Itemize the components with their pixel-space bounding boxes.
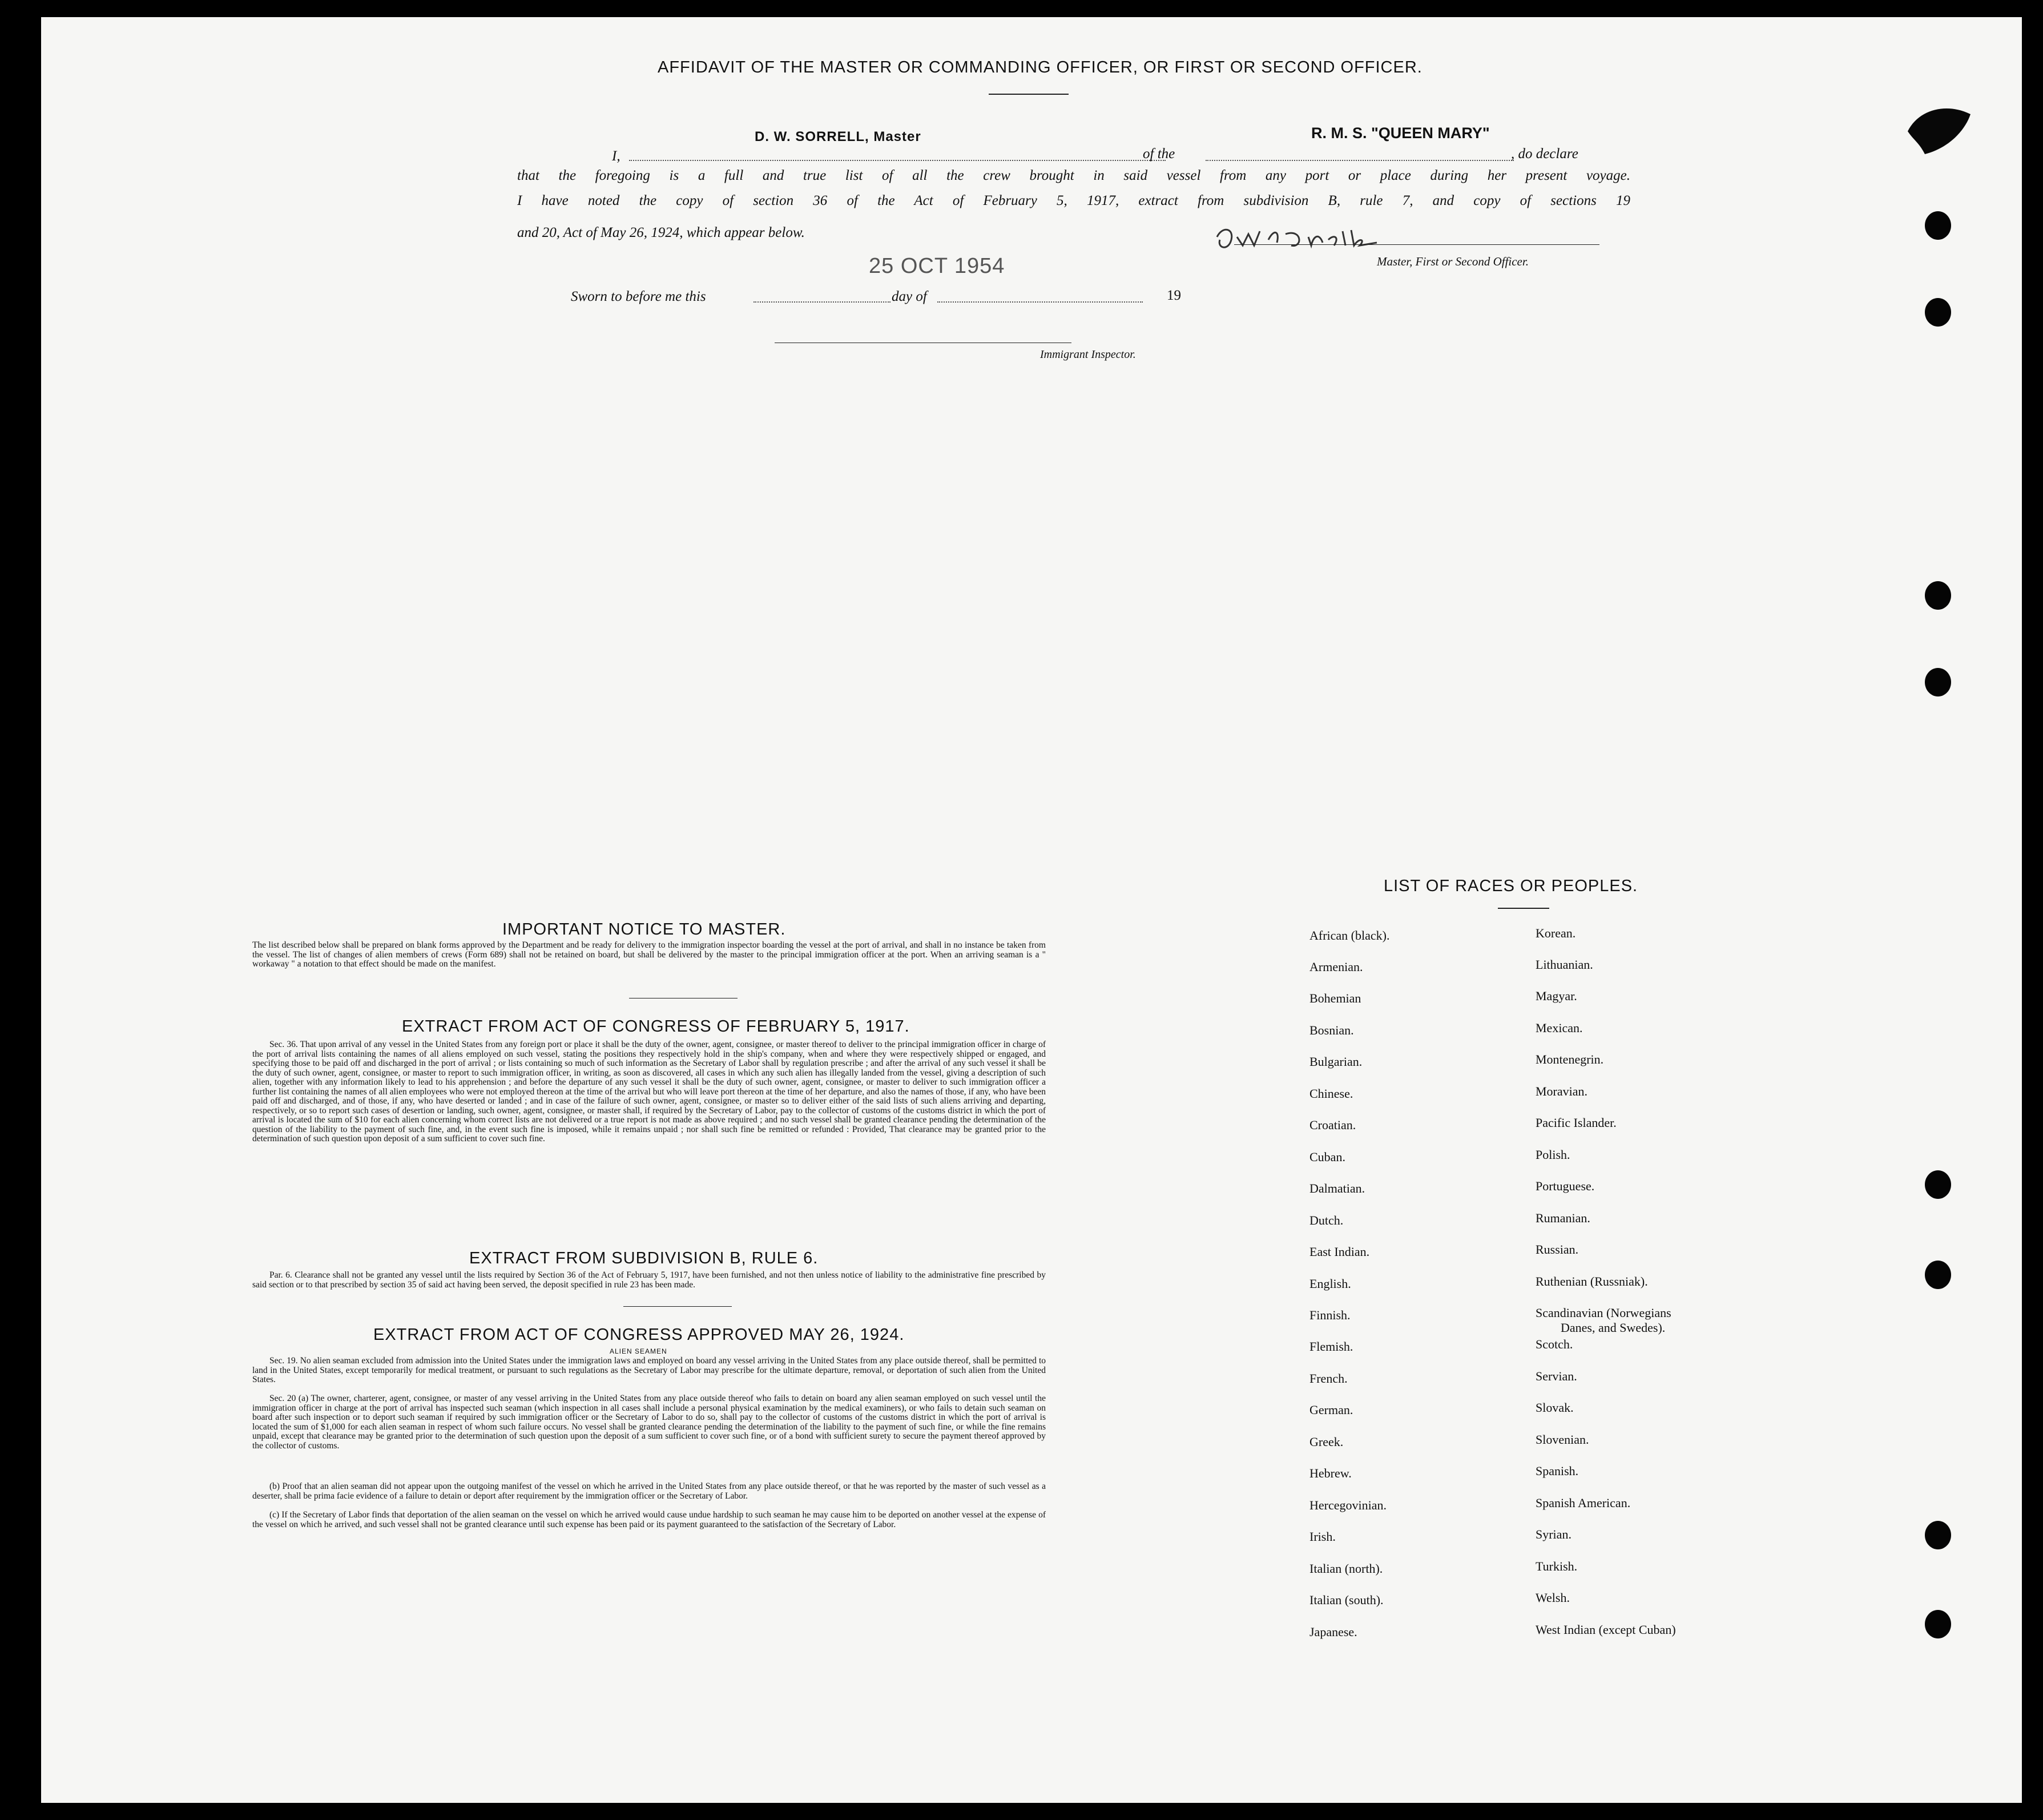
subdivision-divider (623, 1306, 732, 1307)
extract-1917-title: EXTRACT FROM ACT OF CONGRESS OF FEBRUARY 5, 1917. (402, 1017, 910, 1036)
race-item: Montenegrin. (1536, 1052, 1604, 1066)
race-item: Spanish. (1536, 1464, 1579, 1478)
affidavit-title: AFFIDAVIT OF THE MASTER OR COMMANDING OFFICER, OR FIRST OR SECOND OFFICER. (658, 58, 1423, 76)
sworn-day-blank (753, 301, 890, 303)
race-item-continuation: Danes, and Swedes). (1561, 1320, 1666, 1335)
sec20c-body: (c) If the Secretary of Labor finds that deportation of the alien seaman on the vessel on which he arrived would cause undue hardship to such seaman he may cause him to be deported on another vessel at the expense of the vessel on which he arrived, and such vessel shall not be granted clearance until such expense has been paid or its payment guaranteed to the satisfaction of the Secretary of Labor. (252, 1510, 1046, 1529)
of-the-label: of the (1143, 146, 1175, 162)
race-item: Italian (south). (1309, 1593, 1384, 1607)
race-item: Irish. (1309, 1529, 1336, 1544)
race-item: Finnish. (1309, 1308, 1351, 1322)
race-item: Servian. (1536, 1369, 1577, 1383)
race-item: Rumanian. (1536, 1211, 1590, 1225)
race-item: Scandinavian (Norwegians (1536, 1306, 1671, 1320)
vessel-blank-line (1206, 160, 1514, 161)
extract-1924-title: EXTRACT FROM ACT OF CONGRESS APPROVED MAY 26, 1924. (373, 1326, 905, 1344)
declaration-line-1: that the foregoing is a full and true list of all the crew brought in said vessel from any port or place during her present voyage. (517, 168, 1630, 183)
notice-body: The list described below shall be prepared on blank forms approved by the Department and be ready for delivery to the immigration inspector boarding the vessel at the port of arrival, and shall in no instance be taken from the vessel. The list of changes of alien members of crews (Form 689) shall not be retained on board, but shall be delivered by the master to the principal immigration officer at the port. When an arriving seaman is a " workaway " a notation to that effect should be made on the manifest. (252, 940, 1046, 969)
form-page (41, 17, 2022, 1803)
race-item: Korean. (1536, 926, 1576, 940)
subdivision-body: Par. 6. Clearance shall not be granted any vessel until the lists required by Section 36 of the Act of February 5, 1917, have been furnished, and not then unless notice of liability to the administrative fine prescribed by said section or to that prescribed by section 35 of said act having been served, the deposit specified in rule 23 has been made. (252, 1270, 1046, 1290)
sec20a-body: Sec. 20 (a) The owner, charterer, agent, consignee, or master of any vessel arriving in the United States from any place outside thereof who fails to detain on board any alien seaman employed on such vessel until the immigration officer in charge at the port of arrival has inspected such seaman (which inspection in all cases shall include a personal physical examination by the medical examiners), or who fails to detain such seaman on board after such inspection or to deport such seaman if required by such immigration officer or the Secretary of Labor to do so, shall pay to the collector of customs of the customs district in which the port of arrival is located the sum of $1,000 for each alien seaman in respect of whom such failure occurs. No vessel shall be granted clearance pending the determination of the liability to the payment of such fine, or while the fine remains unpaid, except that clearance may be granted prior to the determination of such question upon the deposit of a sum sufficient to cover such fine, or of a bond with sufficient surety to secure the payment thereof approved by the collector of customs. (252, 1394, 1046, 1451)
race-item: Japanese. (1309, 1625, 1357, 1639)
race-item: Hebrew. (1309, 1466, 1352, 1480)
race-item: Moravian. (1536, 1084, 1588, 1098)
race-item: Croatian. (1309, 1118, 1356, 1132)
race-item: English. (1309, 1277, 1351, 1291)
sworn-label: Sworn to before me this (571, 289, 706, 304)
races-divider (1498, 908, 1549, 909)
race-item: Slovenian. (1536, 1432, 1589, 1447)
race-item: Magyar. (1536, 989, 1577, 1003)
punch-hole (1925, 581, 1951, 610)
sec19-body: Sec. 19. No alien seaman excluded from admission into the United States under the immigration laws and employed on board any vessel arriving in the United States from any place outside thereof, shall be permitted to land in the United States, except temporarily for medical treatment, or pursuant to such regulations as the Secretary of Labor may prescribe for the ultimate departure, removal, or deportation of such alien from the United States. (252, 1356, 1046, 1384)
race-item: Lithuanian. (1536, 957, 1593, 972)
punch-hole (1925, 1170, 1951, 1199)
race-item: Dutch. (1309, 1213, 1344, 1227)
race-item: Russian. (1536, 1242, 1579, 1257)
race-item: Bohemian (1309, 991, 1361, 1005)
race-item: Italian (north). (1309, 1561, 1383, 1576)
title-divider (989, 94, 1069, 95)
punch-hole (1925, 211, 1951, 240)
extract-1917-body: Sec. 36. That upon arrival of any vessel in the United States from any foreign port or place it shall be the duty of the owner, agent, consignee, or master thereof to deliver to the principal immigration officer in charge of the port of arrival lists containing the names of all aliens employed on such vessel, stating the positions they respectively hold in the ship's company, when and where they were respectively shipped or engaged, and specifying those to be paid off and discharged in the port of arrival ; or lists containing so much of such information as the Secretary of Labor shall by regulation prescribe ; and after the arrival of any such vessel it shall be the duty of such owner, agent, consignee, or master to report to such immigration officer, in writing, as soon as discovered, all cases in which any such alien has illegally landed from the vessel, giving a description of such alien, together with any information likely to lead to his apprehension ; and before the departure of any such vessel it shall be the duty of such owner, agent, consignee, or master to deliver to such immigration officer a further list containing the names of all alien employees who were not employed thereon at the time of the arrival but who will leave port thereon at the time of her departure, and also the names of those, if any, who have been paid off and discharged, and of those, if any, who have deserted or landed ; and in case of the failure of such owner, agent, consignee, or master so to deliver either of the said lists of such aliens arriving and departing, respectively, or so to report such cases of desertion or landing, such owner, agent, consignee, or master shall, if required by the Secretary of Labor, pay to the collector of customs of the customs district in which the port of arrival is located the sum of $10 for each alien concerning whom correct lists are not delivered or a true report is not made as above required ; and no such vessel shall be granted clearance pending the determination of the question of the liability to the payment of such fine, and, in the event such fine is imposed, while it remains unpaid ; nor shall such fine be remitted or refunded : Provided, That clearance may be granted prior to the determination of such question upon deposit of a sum sufficient to cover such fine. (252, 1040, 1046, 1143)
name-blank-line (629, 160, 1166, 161)
race-item: African (black). (1309, 928, 1390, 943)
sworn-month-blank (937, 301, 1143, 303)
race-item: Greek. (1309, 1435, 1344, 1449)
race-item: Pacific Islander. (1536, 1116, 1617, 1130)
do-declare-label: , do declare (1511, 146, 1578, 162)
race-item: Turkish. (1536, 1559, 1578, 1573)
race-item: Slovak. (1536, 1400, 1574, 1415)
race-item: Ruthenian (Russniak). (1536, 1274, 1648, 1289)
sec20b-body: (b) Proof that an alien seaman did not appear upon the outgoing manifest of the vessel on which he arrived in the United States from any place outside thereof, or that he was reported by the master of such vessel as a deserter, shall be prima facie evidence of a failure to detain or deport after requirement by the immigration officer or the Secretary of Labor. (252, 1481, 1046, 1501)
race-item: Welsh. (1536, 1591, 1570, 1605)
date-stamp: 25 OCT 1954 (869, 254, 1005, 278)
i-label: I, (612, 148, 620, 164)
declaration-line-3: and 20, Act of May 26, 1924, which appear below. (517, 225, 805, 240)
punch-hole (1925, 668, 1951, 696)
punch-hole (1925, 1610, 1951, 1638)
race-item: Spanish American. (1536, 1496, 1631, 1510)
alien-seamen-subtitle: ALIEN SEAMEN (610, 1347, 667, 1355)
master-signature (1206, 214, 1457, 260)
year-label: 19 (1167, 288, 1181, 303)
race-item: East Indian. (1309, 1245, 1370, 1259)
day-of-label: day of (892, 289, 927, 304)
race-item: Dalmatian. (1309, 1181, 1365, 1195)
race-item: Scotch. (1536, 1337, 1573, 1351)
notice-title: IMPORTANT NOTICE TO MASTER. (502, 920, 786, 939)
punch-hole (1925, 1261, 1951, 1289)
declaration-line-2: I have noted the copy of section 36 of the Act of February 5, 1917, extract from subdivision B, rule 7, and copy of sections 19 (517, 193, 1630, 208)
inspector-label: Immigrant Inspector. (1040, 348, 1136, 361)
race-item: Portuguese. (1536, 1179, 1595, 1193)
race-item: Bosnian. (1309, 1023, 1354, 1037)
master-name: D. W. SORRELL, Master (755, 129, 921, 144)
races-title: LIST OF RACES OR PEOPLES. (1384, 877, 1638, 895)
race-item: Polish. (1536, 1147, 1570, 1162)
race-item: Syrian. (1536, 1527, 1571, 1541)
race-item: Bulgarian. (1309, 1054, 1363, 1069)
signature-line (1234, 244, 1599, 245)
race-item: Mexican. (1536, 1021, 1583, 1035)
race-item: French. (1309, 1371, 1348, 1386)
race-item: Chinese. (1309, 1086, 1353, 1101)
race-item: German. (1309, 1403, 1353, 1417)
signer-label: Master, First or Second Officer. (1377, 255, 1529, 268)
race-item: West Indian (except Cuban) (1536, 1622, 1676, 1637)
vessel-name: R. M. S. "QUEEN MARY" (1311, 124, 1490, 142)
race-item: Flemish. (1309, 1339, 1353, 1354)
torn-ink-mark (1902, 97, 1976, 160)
punch-hole (1925, 298, 1951, 327)
race-item: Armenian. (1309, 960, 1363, 974)
punch-hole (1925, 1521, 1951, 1549)
race-item: Cuban. (1309, 1150, 1345, 1164)
race-item: Hercegovinian. (1309, 1498, 1387, 1512)
subdivision-title: EXTRACT FROM SUBDIVISION B, RULE 6. (469, 1249, 819, 1267)
